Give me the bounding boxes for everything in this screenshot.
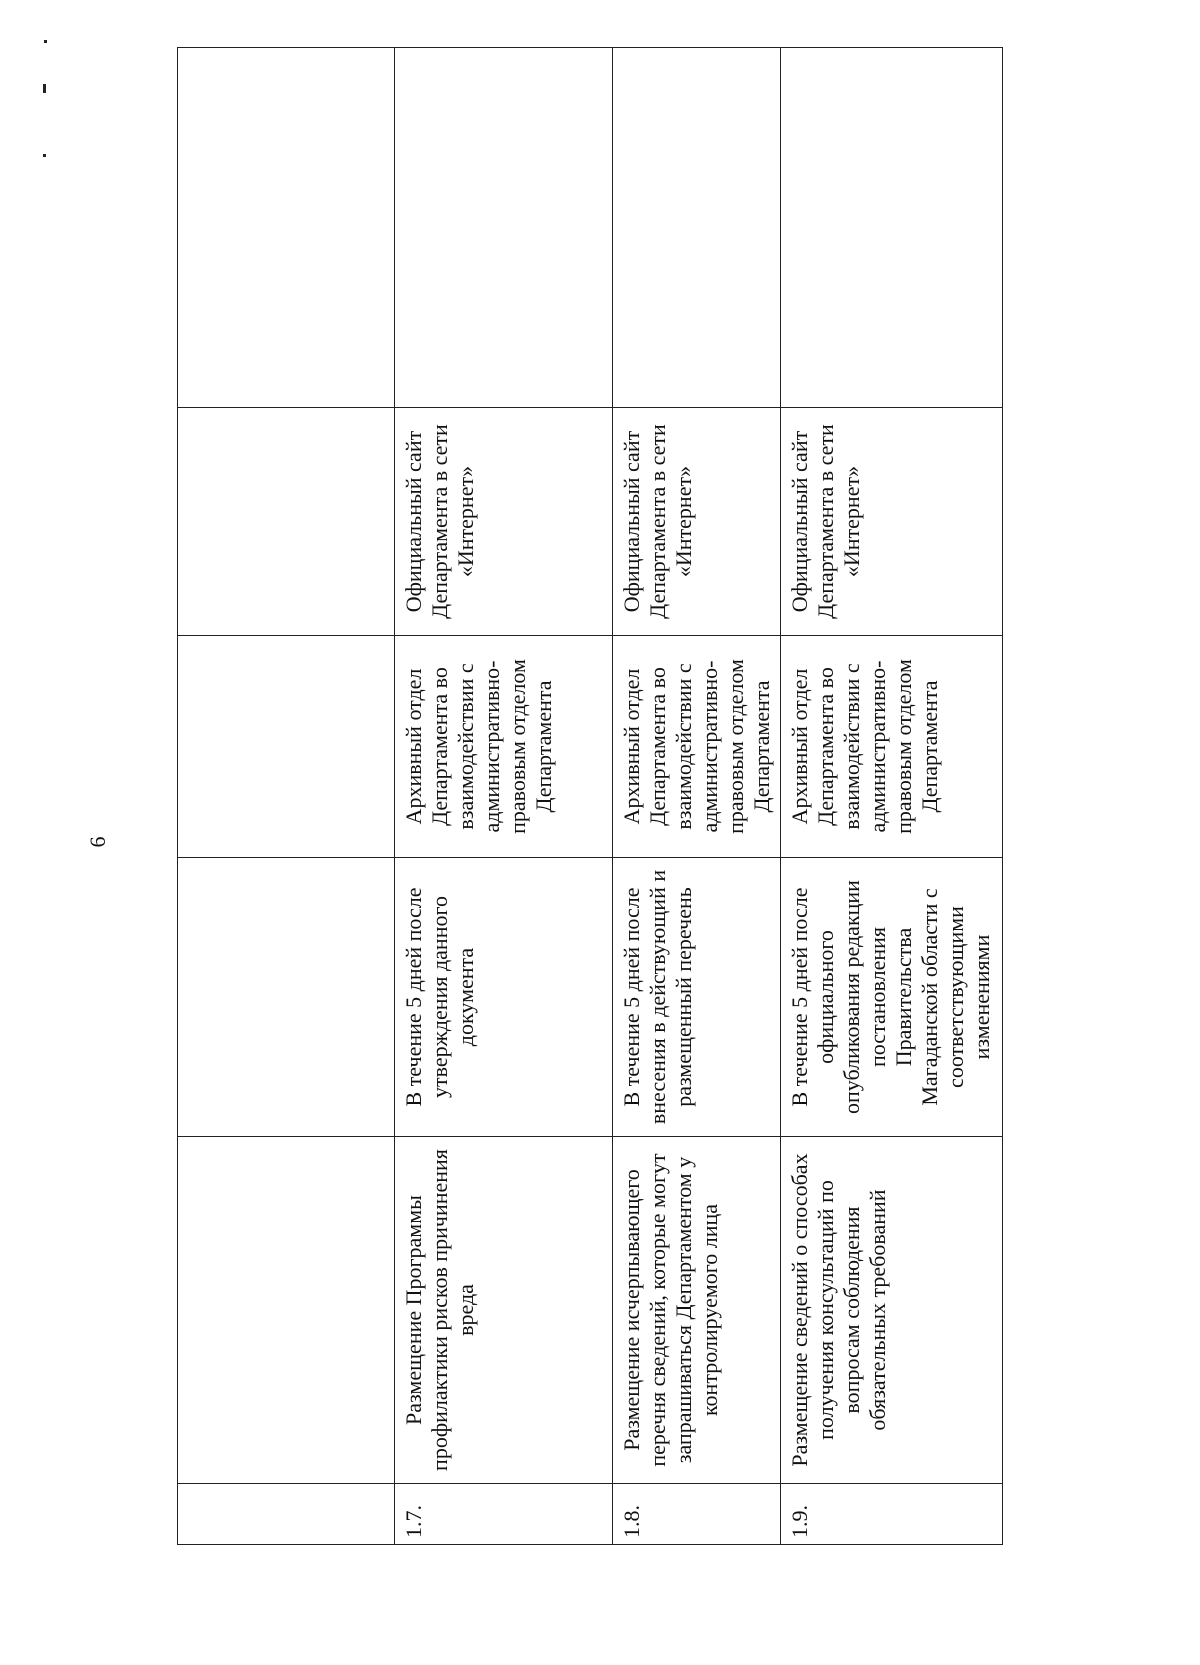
item-number-cell xyxy=(178,1484,395,1545)
deadline-cell: В течение 5 дней после официального опубликования редакции постановления Правительства Магаданской области с соответствующими изменениями xyxy=(781,858,1003,1137)
action-cell xyxy=(178,1137,395,1484)
action-cell: Размещение сведений о способах получения консультаций по вопросам соблюдения обязательных требований xyxy=(781,1137,1003,1484)
scan-speck xyxy=(43,84,46,93)
responsible-cell xyxy=(178,636,395,858)
action-cell: Размещение исчерпывающего перечня сведений, которые могут запрашиваться Департаментом у контролируемого лица xyxy=(613,1137,781,1484)
table-row xyxy=(395,48,613,1545)
deadline-cell: В течение 5 дней после утверждения данного документа xyxy=(395,858,613,1137)
rotated-table-wrapper xyxy=(177,48,1002,1545)
scan-speck xyxy=(44,40,47,43)
extra-cell xyxy=(781,48,1003,408)
responsible-cell: Архивный отдел Департамента во взаимодействии с административно-правовым отделом Департамента xyxy=(613,636,781,858)
method-cell: Официальный сайт Департамента в сети «Интернет» xyxy=(395,408,613,636)
extra-cell xyxy=(178,48,395,408)
method-cell: Официальный сайт Департамента в сети «Интернет» xyxy=(613,408,781,636)
deadline-cell xyxy=(178,858,395,1137)
responsible-cell: Архивный отдел Департамента во взаимодействии с административно-правовым отделом Департамента xyxy=(395,636,613,858)
deadline-cell: В течение 5 дней после внесения в действующий и размещенный перечень xyxy=(613,858,781,1137)
scan-speck xyxy=(43,154,46,157)
responsible-cell: Архивный отдел Департамента во взаимодействии с административно-правовым отделом Департамента xyxy=(781,636,1003,858)
activities-table xyxy=(177,47,1003,1545)
table-row xyxy=(178,48,395,1545)
table-row xyxy=(781,48,1003,1545)
extra-cell xyxy=(395,48,613,408)
page-number: 6 xyxy=(85,836,110,848)
item-number-cell: 1.8. xyxy=(613,1484,781,1545)
table-row xyxy=(613,48,781,1545)
action-cell: Размещение Программы профилактики рисков причинения вреда xyxy=(395,1137,613,1484)
method-cell xyxy=(178,408,395,636)
item-number-cell: 1.9. xyxy=(781,1484,1003,1545)
method-cell: Официальный сайт Департамента в сети «Интернет» xyxy=(781,408,1003,636)
extra-cell xyxy=(613,48,781,408)
item-number-cell: 1.7. xyxy=(395,1484,613,1545)
